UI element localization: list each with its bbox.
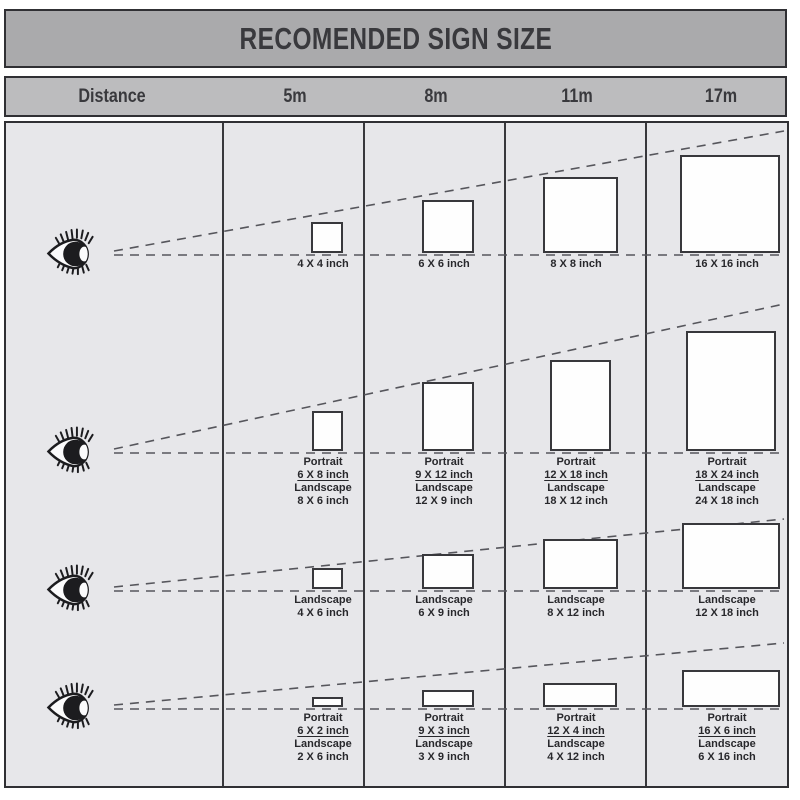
sign-6x6-8m [422, 200, 474, 253]
landscape-size: 18 X 12 inch [544, 495, 608, 507]
sign-8x8-11m [543, 177, 618, 253]
sign-9x12-8m [422, 382, 474, 451]
sign-label-row4-17m [652, 712, 800, 764]
sign-label-row2-8m [369, 456, 519, 508]
landscape-heading: Landscape [547, 482, 605, 494]
portrait-heading: Portrait [303, 456, 343, 468]
sign-label-row1-11m [501, 258, 651, 271]
landscape-heading: Landscape [415, 594, 473, 606]
sign-12x4-11m [543, 683, 617, 707]
sign-18x24-17m [686, 331, 776, 451]
sign-label-row3-17m [652, 594, 800, 620]
landscape-size: 6 X 9 inch [418, 607, 470, 619]
sign-label-row1-8m [369, 258, 519, 271]
portrait-heading: Portrait [556, 456, 596, 468]
sign-16x6-17m [682, 670, 780, 707]
eye-icon-row4 [46, 678, 100, 738]
landscape-size: 3 X 9 inch [418, 751, 470, 763]
sign-12x18-11m [550, 360, 611, 451]
eye-icon-row3 [46, 560, 100, 620]
sign-label-row3-11m [501, 594, 651, 620]
landscape-size: 4 X 6 inch [297, 607, 349, 619]
portrait-size: 18 X 24 inch [695, 469, 759, 481]
sign-label-row4-11m [501, 712, 651, 764]
landscape-heading: Landscape [294, 738, 352, 750]
portrait-size: 9 X 12 inch [415, 469, 473, 481]
landscape-size: 24 X 18 inch [695, 495, 759, 507]
header-row [4, 76, 787, 117]
portrait-heading: Portrait [424, 456, 464, 468]
portrait-size: 16 X 6 inch [698, 725, 756, 737]
size-text: 4 X 4 inch [297, 258, 349, 270]
sign-4x6-5m [312, 568, 343, 589]
size-text: 6 X 6 inch [418, 258, 470, 270]
title-bar [4, 9, 787, 68]
landscape-heading: Landscape [415, 738, 473, 750]
header-col-5m: 5m [283, 85, 307, 107]
landscape-heading: Landscape [547, 738, 605, 750]
portrait-size: 6 X 8 inch [297, 469, 349, 481]
header-distance-label: Distance [78, 85, 146, 107]
sign-8x12-11m [543, 539, 618, 589]
sight-lines [6, 123, 787, 786]
chart-body [4, 121, 789, 788]
landscape-size: 8 X 12 inch [547, 607, 605, 619]
sign-12x18-17m [682, 523, 780, 589]
landscape-heading: Landscape [698, 482, 756, 494]
landscape-heading: Landscape [698, 738, 756, 750]
portrait-size: 12 X 18 inch [544, 469, 608, 481]
landscape-heading: Landscape [294, 594, 352, 606]
sign-label-row2-11m [501, 456, 651, 508]
sign-9x3-8m [422, 690, 474, 707]
size-text: 16 X 16 inch [695, 258, 759, 270]
sign-16x16-17m [680, 155, 780, 253]
portrait-size: 6 X 2 inch [297, 725, 349, 737]
size-text: 8 X 8 inch [550, 258, 602, 270]
sign-label-row1-17m [652, 258, 800, 271]
sign-4x4-5m [311, 222, 343, 253]
header-col-8m: 8m [424, 85, 448, 107]
landscape-size: 4 X 12 inch [547, 751, 605, 763]
header-col-17m: 17m [704, 85, 738, 107]
landscape-size: 12 X 9 inch [415, 495, 473, 507]
page-title: RECOMENDED SIGN SIZE [239, 20, 552, 56]
sign-label-row2-17m [652, 456, 800, 508]
portrait-heading: Portrait [556, 712, 596, 724]
portrait-heading: Portrait [303, 712, 343, 724]
landscape-heading: Landscape [547, 594, 605, 606]
portrait-size: 12 X 4 inch [547, 725, 605, 737]
landscape-size: 2 X 6 inch [297, 751, 349, 763]
portrait-size: 9 X 3 inch [418, 725, 470, 737]
landscape-heading: Landscape [415, 482, 473, 494]
sign-label-row3-8m [369, 594, 519, 620]
portrait-heading: Portrait [707, 712, 747, 724]
portrait-heading: Portrait [424, 712, 464, 724]
landscape-heading: Landscape [698, 594, 756, 606]
eye-icon-row2 [46, 422, 100, 482]
landscape-size: 8 X 6 inch [297, 495, 349, 507]
sign-6x8-5m [312, 411, 343, 451]
landscape-heading: Landscape [294, 482, 352, 494]
eye-icon-row1 [46, 224, 100, 284]
header-col-11m: 11m [561, 85, 593, 107]
sign-6x2-5m [312, 697, 343, 707]
sign-label-row4-8m [369, 712, 519, 764]
landscape-size: 6 X 16 inch [698, 751, 756, 763]
landscape-size: 12 X 18 inch [695, 607, 759, 619]
portrait-heading: Portrait [707, 456, 747, 468]
sign-6x9-8m [422, 554, 474, 589]
